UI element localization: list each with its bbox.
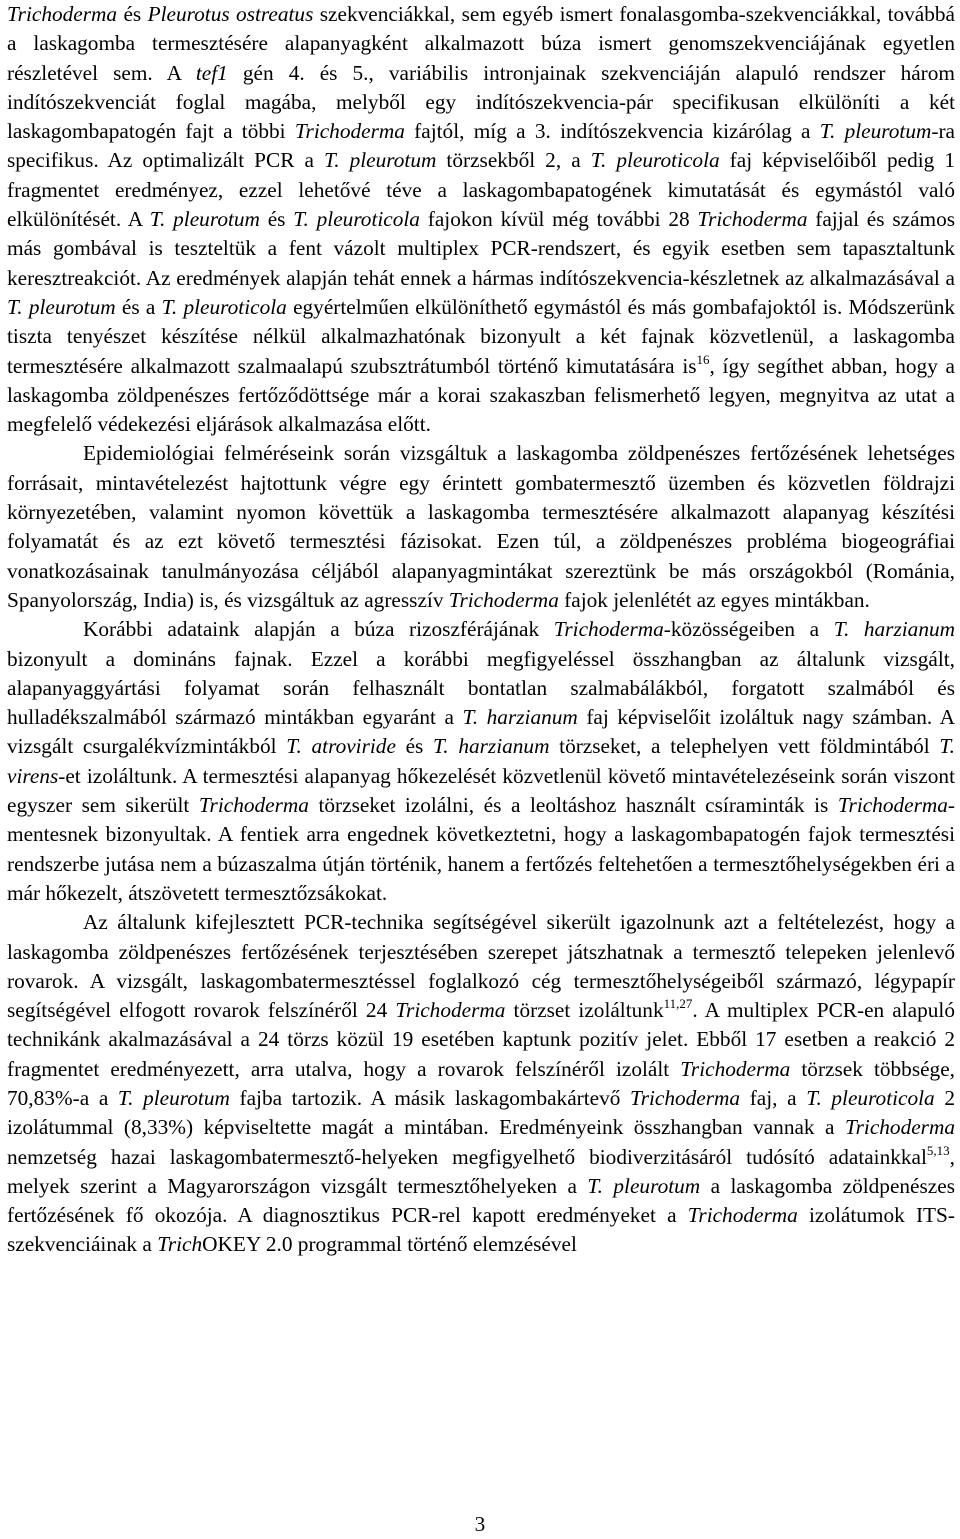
text-run: 2 izolátummal (8,33%) képviseltette magát a mintában. Eredményeink összhangban vannak a [7,1085,955,1140]
text-run: faj képviselőiből pedig 1 fragmentet eredményez, ezzel lehetővé téve a laskagombapatogének kimutatását és egymástól való elkülönítését. A [7,148,955,232]
text-run: és [259,207,294,232]
text-run: törzsek többsége, 70,83%-a a [7,1056,955,1110]
italic-term: Trichoderma [837,793,948,818]
italic-term: Trichoderma [844,1115,955,1140]
italic-term: T. pleurotum [117,1085,230,1110]
italic-term: T. pleurotum [7,294,116,319]
italic-term: T. pleuroticola [293,207,420,232]
text-run: fajjal és számos más gombával is teszteltük a fent vázolt multiplex PCR-rendszert, és egyik esetben sem tapasztaltunk keresztreakciót. Az eredmények alapján tehát ennek a hármas indítószekvencia-készletnek az alkalmazásával a [7,207,956,290]
text-run: fajtól, míg a 3. indítószekvencia kizárólag a [404,119,820,144]
italic-term: T. atroviride [286,734,396,759]
text-run: törzseket izolálni, és a leoltáshoz használt csíraminták is [308,793,838,818]
italic-term: Trichoderma [630,1085,741,1110]
italic-term: T. pleuroticola [590,148,720,173]
italic-term: T. harzianum [433,734,550,759]
text-run: törzseket, a telephelyen vett földmintából [549,734,940,759]
italic-term: Trichoderma [687,1203,798,1228]
text-run: izolátumok ITS-szekvenciáinak a [7,1203,955,1257]
text-run: faj, a [740,1085,807,1110]
italic-term: T. pleuroticola [161,294,287,319]
text-run: , melyek szerint a Magyarországon vizsgált termesztőhelyeken a [7,1144,955,1198]
text-run: , így segíthet abban, hogy a laskagomba zöldpenészes fertőződöttsége már a korai szakaszban felismerhető legyen, megnyitva az utat a megfelelő védekezési eljárások alkalmazása előtt. [7,353,955,437]
text-run: Epidemiológiai felméréseink során vizsgáltuk a laskagomba zöldpenészes fertőzésének lehetséges forrásait, mintavételezést hajtottunk végre egy érintett gombatermesztő üzemben és közvetlen földrajzi környezetében, valamint nyomon követtük a laskagomba termesztésére alkalmazott alapanyag készítési folyamatát és az ezt követő termesztési fázisokat. Ezen túl, a zöldpenészes probléma biogeográfiai vonatkozásainak tanulmányozása céljából alapanyagmintákat szereztünk be más országokból (Románia, Spanyolország, India) is, és vizsgáltuk az agresszív [7,441,955,612]
paragraph-2 [7,439,955,615]
italic-term: Pleurotus ostreatus [147,2,314,26]
text-run: és a [115,294,162,319]
text-run: egyértelműen elkülöníthető egymástól és más gombafajoktól is. Módszerünk tiszta tenyészet készítése nélkül alkalmazhatónak bizonyult a két fajnak közvetlenül, a laskagomba termesztésére alkalmazott szalmaalapú szubsztrátumból történő kimutatására is [7,294,955,378]
italic-term: T. pleurotum [149,207,260,232]
italic-term: T. pleurotum [323,148,437,173]
italic-term: Trichoderma [294,119,405,144]
text-run: fajok jelenlétét az egyes mintákban. [558,587,870,612]
text-run: törzsekből 2, a [436,148,591,173]
italic-term: T. virens [7,734,955,788]
text-run: nemzetség hazai laskagombatermesztő-helyeken megfigyelhető biodiverzitásáról tudósító adatainkkal [7,1144,927,1169]
text-run: bizonyult a domináns fajnak. Ezzel a korábbi megfigyeléssel összhangban az általunk vizsgált, alapanyaggyártási folyamat során felhasznált bontatlan szalmabálákból, forgatott szalmából és hulladékszalmából származó mintákban egyaránt a [7,646,955,730]
italic-term: Trichoderma [448,587,559,612]
italic-term: Trichoderma [697,207,808,232]
text-run: szekvenciákkal, sem egyéb ismert fonalasgomba-szekvenciákkal, továbbá a laskagomba termesztésére alapanyagként alkalmazott búza ismert genomszekvenciájának egyetlen részletével sem. A [7,2,955,85]
italic-term: Trichoderma [7,2,118,26]
text-run: -et izoláltunk. A termesztési alapanyag hőkezelését közvetlenül követő mintavételezéseink során viszont egyszer sem sikerült [7,763,955,818]
text-run: OKEY 2.0 programmal történő elemzésével [202,1232,577,1257]
text-run: és [117,2,148,26]
italic-term: T. pleurotum [587,1173,701,1198]
citation-ref: 11,27 [663,996,693,1012]
paragraph-4 [7,908,955,1260]
text-run: a laskagomba zöldpenészes fertőzésének fő okozója. A diagnosztikus PCR-rel kapott eredményeket a [7,1173,955,1228]
italic-term: tef1 [195,60,228,85]
text-run: Az általunk kifejlesztett PCR-technika segítségével sikerült igazolnunk azt a feltételezést, hogy a laskagomba zöldpenészes fertőzésének terjesztésében szerepet játszhatnak a termesztő telepeken jelenlevő rovarok. A vizsgált, laskagombatermesztéssel foglalkozó cég termesztőhelységeiből származó, légypapír segítségével elfogott rovarok felszínéről 24 [7,910,955,1023]
italic-term: Trich [157,1232,203,1257]
text-run: Korábbi adataink alapján a búza rizoszférájának [83,617,554,642]
text-run: faj képviselőit izoláltuk nagy számban. A vizsgált csurgalékvízmintákból [7,705,955,759]
text-run: -közösségeiben a [663,617,834,642]
page-number: 3 [474,1512,486,1536]
italic-term: Trichoderma [198,793,309,818]
paragraph-3 [7,615,955,908]
text-run: és [395,734,434,759]
text-run: . A multiplex PCR-en alapuló technikánk akalmazásával a 24 törzs közül 19 esetében kaptunk pozitív jelet. Ebből 17 esetben a reakció 2 fragmentet eredményezett, arra utalva, hogy a rovarok felszínéről izolált [7,998,955,1081]
italic-term: T. pleuroticola [806,1085,935,1110]
italic-term: T. harzianum [833,617,956,642]
text-run: -mentesnek bizonyultak. A fentiek arra engednek következtetni, hogy a laskagombapatogén fajok termesztési rendszerbe jutása nem a búzaszalma útján történik, hanem a fertőzés feltehetően a termesztőhelységekben éri a már hőkezelt, átszövetett termesztőzsákokat. [7,793,955,905]
paragraph-1 [7,0,955,439]
text-run: -ra specifikus. Az optimalizált PCR a [7,119,955,173]
citation-ref: 16 [696,351,710,367]
text-run: törzset izoláltunk [505,998,664,1023]
italic-term: T. harzianum [462,705,578,730]
italic-term: Trichoderma [553,617,664,642]
italic-term: Trichoderma [680,1056,791,1081]
citation-ref: 5,13 [926,1142,950,1158]
document-body [7,0,955,1260]
text-run: gén 4. és 5., variábilis intronjainak szekvenciáján alapuló rendszer három indítószekvenciát foglal magába, melyből egy indítószekvencia-pár specifikusan elkülöníti a két laskagombapatogén fajt a többi [7,60,955,144]
italic-term: T. pleurotum [819,119,932,144]
text-run: fajba tartozik. A másik laskagombakártevő [229,1085,631,1110]
text-run: fajokon kívül még további 28 [419,207,698,232]
italic-term: Trichoderma [395,998,506,1023]
